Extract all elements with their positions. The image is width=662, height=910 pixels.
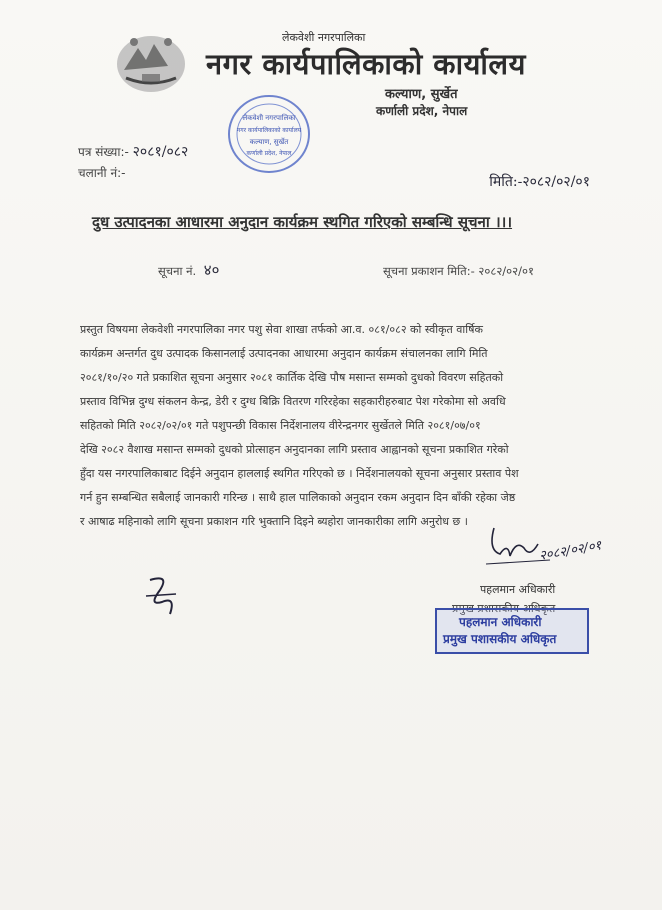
municipality-name-small: लेकवेशी नगरपालिका [282, 31, 366, 44]
signatory-name: पहलमान अधिकारी [480, 583, 556, 596]
body-line: कार्यक्रम अन्तर्गत दुध उत्पादक किसानलाई उत्पादनका आधारमा अनुदान कार्यक्रम संचालनका लागि मिति [80, 347, 488, 360]
round-office-stamp [226, 92, 312, 176]
notice-number [158, 260, 219, 280]
body-line: हुँदा यस नगरपालिकाबाट दिईने अनुदान हाललाई स्थगित गरिएको छ । निर्देशनालयको सूचना अनुसार प्रस्ताव पेश [80, 467, 519, 480]
signature-date: २०८२/०२/०१ [538, 538, 603, 564]
body-line: सहितको मिति २०८२/०२/०१ गते पशुपन्छी विकास निर्देशनालय वीरेन्द्रनगर सुर्खेतले मिति २०८१/०७/०१ [80, 419, 481, 432]
letter-number [78, 142, 188, 161]
letter-number-label: पत्र संख्या:- [78, 145, 129, 159]
notice-title: दुध उत्पादनका आधारमा अनुदान कार्यक्रम स्थगित गरिएको सम्बन्धि सूचना ।।। [92, 213, 513, 231]
office-province: कर्णाली प्रदेश, नेपाल [376, 104, 468, 118]
office-city: कल्याण, सुर्खेत [385, 87, 458, 102]
dispatch-number-label: चलानी नं:- [78, 166, 126, 180]
body-line: २०८१/१०/२० गते प्रकाशित सूचना अनुसार २०८१ कार्तिक देखि पौष मसान्त सम्मको दुधको विवरण सहितको [80, 371, 504, 384]
stamp-line-1: लेकवेशी नगरपालिका [242, 114, 296, 122]
stamp-officer-designation: प्रमुख पशासकीय अधिकृत [443, 632, 557, 646]
notice-number-value: ४० [203, 261, 220, 279]
body-line: प्रस्तुत विषयमा लेकवेशी नगरपालिका नगर पशु सेवा शाखा तर्फको आ.व. ०८१/०८२ को स्वीकृत वार्षिक [80, 323, 483, 336]
stamp-line-2: नगर कार्यपालिकाको कार्यालय [236, 127, 302, 134]
letter-number-value: २०८१/०८२ [132, 144, 189, 160]
nepal-emblem-icon [112, 26, 190, 96]
stamp-line-3: कल्याण, सुर्खेत [249, 138, 289, 146]
stamp-officer-name: पहलमान अधिकारी [459, 615, 542, 629]
notice-publish-date: सूचना प्रकाशन मिति:- २०८२/०२/०१ [383, 264, 534, 278]
officer-name-stamp [435, 608, 589, 654]
body-line: देखि २०८२ वैशाख मसान्त सम्मको दुधको प्रोत्साहन अनुदानका लागि प्रस्ताव आह्वानको सूचना प्रकाशित गरेको [80, 443, 509, 456]
office-title: नगर कार्यपालिकाको कार्यालय [206, 47, 526, 81]
letter-date: मिति:-२०८२/०२/०१ [489, 174, 590, 190]
body-line: र आषाढ महिनाको लागि सूचना प्रकाशन गरि भुक्तानि दिइने ब्यहोरा जानकारीका लागि अनुरोध छ । [80, 515, 468, 528]
handwritten-initial [140, 572, 186, 618]
stamp-line-4: कर्णाली प्रदेश, नेपाल [246, 150, 292, 157]
body-line: प्रस्ताव विभिन्न दुग्ध संकलन केन्द्र, डेरी र दुग्ध बिक्रि वितरण गरिरहेका सहकारीहरुबाट पेश गरेकोमा सो अवधि [80, 395, 506, 408]
signatory-designation: प्रमुख प्रशासकीय अधिकृत [452, 602, 556, 615]
handwritten-signature [480, 520, 610, 580]
notice-body [80, 318, 620, 534]
notice-number-label: सूचना नं. [158, 264, 197, 278]
body-line: गर्न हुन सम्बन्धित सबैलाई जानकारी गरिन्छ । साथै हाल पालिकाको अनुदान रकम अनुदान दिन बाँकी रहेका जेष्ठ [80, 491, 516, 504]
